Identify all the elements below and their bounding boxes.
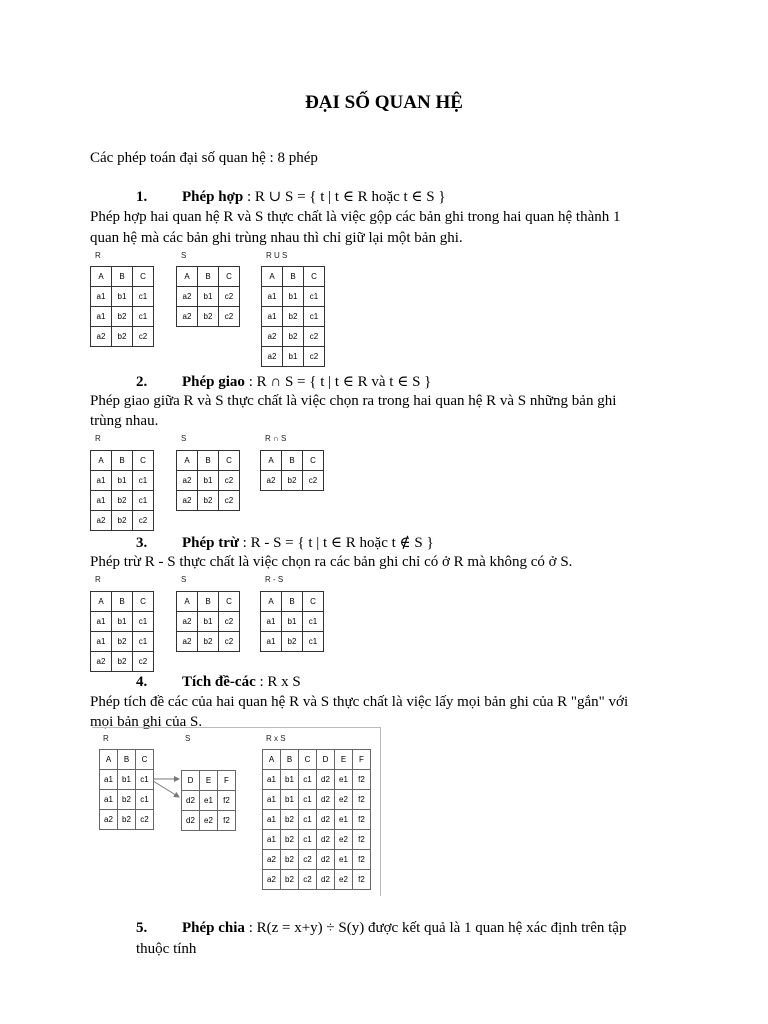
table-cell: a1 — [261, 632, 282, 652]
table-row — [100, 770, 154, 790]
table-header-row — [261, 451, 324, 471]
column-header: A — [261, 451, 282, 471]
table-label: R x S — [266, 734, 286, 743]
table-cell: c1 — [133, 471, 154, 491]
table-cell: a2 — [91, 511, 112, 531]
section-5-heading — [136, 920, 626, 937]
column-header: C — [219, 267, 240, 287]
column-header: B — [282, 451, 303, 471]
table-header-row — [91, 451, 154, 471]
section-2-desc-line: Phép giao giữa R và S thực chất là việc chọn ra trong hai quan hệ R và S những bản ghi — [90, 393, 617, 409]
table-cell: c2 — [303, 471, 324, 491]
relation-table — [260, 591, 324, 652]
table-cell: a2 — [177, 287, 198, 307]
table-row — [263, 870, 371, 890]
table-cell: e1 — [335, 770, 353, 790]
table-header-row — [177, 592, 240, 612]
section-3-desc-line: Phép trừ R - S thực chất là việc chọn ra các bản ghi chỉ có ở R mà không có ở S. — [90, 554, 573, 570]
table-cell: b1 — [198, 471, 219, 491]
table-cell: c1 — [133, 307, 154, 327]
table-cell: b2 — [281, 810, 299, 830]
intro-text: Các phép toán đại số quan hệ : 8 phép — [90, 150, 318, 166]
table-cell: b2 — [281, 850, 299, 870]
table-cell: c2 — [304, 347, 325, 367]
table-cell: a2 — [177, 632, 198, 652]
table-cell: a1 — [91, 491, 112, 511]
table-cell: b1 — [281, 770, 299, 790]
section-formula: : R ∩ S = { t | t ∈ R và t ∈ S } — [244, 374, 432, 390]
table-cell: f2 — [353, 830, 371, 850]
section-name: Phép giao — [182, 374, 245, 390]
table-cell: a2 — [177, 491, 198, 511]
table-label: R — [103, 734, 109, 743]
table-cell: a1 — [100, 770, 118, 790]
table-row — [91, 612, 154, 632]
table-header-row — [263, 750, 371, 770]
column-header: A — [177, 267, 198, 287]
table-cell: a1 — [100, 790, 118, 810]
table-cell: a2 — [263, 850, 281, 870]
table-cell: c1 — [304, 307, 325, 327]
section-5-desc-line: thuộc tính — [136, 941, 197, 957]
table-cell: a1 — [262, 287, 283, 307]
column-header: C — [299, 750, 317, 770]
table-cell: b1 — [281, 790, 299, 810]
table-row — [261, 471, 324, 491]
column-header: F — [353, 750, 371, 770]
section-name: Tích đề-các — [182, 674, 256, 690]
table-cell: f2 — [218, 791, 236, 811]
table-cell: a1 — [91, 287, 112, 307]
column-header: C — [133, 592, 154, 612]
table-row — [91, 327, 154, 347]
column-header: C — [133, 451, 154, 471]
table-cell: e2 — [200, 811, 218, 831]
table-cell: b2 — [283, 307, 304, 327]
table-label: R - S — [265, 575, 284, 584]
column-header: B — [281, 750, 299, 770]
table-cell: b1 — [112, 612, 133, 632]
section-number: 5. — [136, 920, 148, 936]
table-cell: d2 — [317, 830, 335, 850]
section-name: Phép chia — [182, 920, 245, 936]
column-header: D — [182, 771, 200, 791]
relation-table — [176, 450, 240, 511]
table-cell: c2 — [133, 327, 154, 347]
column-header: A — [262, 267, 283, 287]
table-row — [177, 471, 240, 491]
column-header: B — [282, 592, 303, 612]
relation-table — [90, 266, 154, 347]
table-cell: c1 — [133, 287, 154, 307]
column-header: D — [317, 750, 335, 770]
table-cell: c1 — [299, 810, 317, 830]
table-cell: a1 — [91, 307, 112, 327]
table-cell: a2 — [91, 327, 112, 347]
column-header: F — [218, 771, 236, 791]
table-label: R — [95, 434, 101, 443]
table-label: R ∩ S — [265, 434, 287, 443]
table-label: S — [185, 734, 191, 743]
table-cell: b1 — [282, 612, 303, 632]
table-row — [91, 491, 154, 511]
table-cell: c2 — [219, 287, 240, 307]
section-3-heading — [136, 533, 434, 552]
table-header-row — [261, 592, 324, 612]
table-cell: a1 — [263, 830, 281, 850]
table-cell: c1 — [133, 632, 154, 652]
table-cell: c2 — [299, 850, 317, 870]
column-header: C — [133, 267, 154, 287]
table-cell: b1 — [118, 770, 136, 790]
table-cell: a2 — [262, 347, 283, 367]
table-row — [263, 810, 371, 830]
column-header: A — [263, 750, 281, 770]
table-row — [91, 307, 154, 327]
table-cell: c1 — [299, 770, 317, 790]
table-cell: c2 — [219, 307, 240, 327]
table-cell: a1 — [91, 471, 112, 491]
table-cell: c2 — [133, 652, 154, 672]
table-row — [177, 632, 240, 652]
table-cell: b1 — [198, 612, 219, 632]
section-2-heading — [136, 372, 431, 391]
table-cell: e2 — [335, 870, 353, 890]
table-cell: d2 — [182, 791, 200, 811]
table-row — [177, 307, 240, 327]
table-label: R — [95, 575, 101, 584]
table-cell: b2 — [118, 790, 136, 810]
table-row — [263, 790, 371, 810]
table-cell: c1 — [136, 770, 154, 790]
table-cell: b1 — [283, 287, 304, 307]
relation-table — [261, 266, 325, 367]
table-cell: c1 — [133, 612, 154, 632]
section-4-heading — [136, 674, 301, 691]
table-row — [261, 632, 324, 652]
column-header: C — [303, 451, 324, 471]
table-cell: a1 — [91, 632, 112, 652]
table-cell: b2 — [112, 307, 133, 327]
table-cell: a1 — [263, 770, 281, 790]
page-title: ĐẠI SỐ QUAN HỆ — [305, 92, 463, 113]
column-header: B — [198, 451, 219, 471]
table-cell: b2 — [112, 652, 133, 672]
column-header: B — [198, 592, 219, 612]
table-row — [91, 287, 154, 307]
table-cell: b1 — [112, 287, 133, 307]
table-cell: a2 — [91, 652, 112, 672]
table-cell: b2 — [118, 810, 136, 830]
table-cell: c2 — [299, 870, 317, 890]
table-cell: c2 — [219, 491, 240, 511]
table-cell: d2 — [317, 810, 335, 830]
table-row — [182, 811, 236, 831]
section-formula: : R - S = { t | t ∈ R hoặc t ∉ S } — [238, 535, 434, 551]
section-name: Phép trừ — [182, 535, 239, 551]
table-cell: c2 — [219, 471, 240, 491]
table-row — [262, 347, 325, 367]
table-row — [91, 471, 154, 491]
section-4-desc-line: Phép tích đề các của hai quan hệ R và S thực chất là việc lấy mọi bản ghi của R "gắn" với — [90, 694, 629, 710]
table-cell: c1 — [299, 830, 317, 850]
table-row — [263, 850, 371, 870]
table-cell: d2 — [317, 850, 335, 870]
table-cell: b1 — [198, 287, 219, 307]
table-row — [91, 511, 154, 531]
section-formula: : R x S — [255, 674, 301, 690]
table-row — [262, 287, 325, 307]
section-1-desc-line: quan hệ mà các bản ghi trùng nhau thì chỉ giữ lại một bản ghi. — [90, 230, 463, 246]
table-header-row — [177, 267, 240, 287]
table-cell: b2 — [281, 870, 299, 890]
table-row — [177, 491, 240, 511]
column-header: B — [118, 750, 136, 770]
table-cell: a2 — [177, 471, 198, 491]
table-cell: e1 — [335, 810, 353, 830]
column-header: B — [112, 267, 133, 287]
section-1-desc-line: Phép hợp hai quan hệ R và S thực chất là việc gộp các bản ghi trong hai quan hệ thành 1 — [90, 209, 621, 225]
relation-table — [99, 749, 154, 830]
table-cell: b2 — [112, 327, 133, 347]
table-cell: b1 — [283, 347, 304, 367]
table-cell: a2 — [262, 327, 283, 347]
column-header: A — [100, 750, 118, 770]
table-cell: a1 — [91, 612, 112, 632]
column-header: C — [136, 750, 154, 770]
column-header: A — [91, 267, 112, 287]
table-cell: f2 — [353, 790, 371, 810]
column-header: C — [303, 592, 324, 612]
table-cell: c1 — [303, 612, 324, 632]
table-cell: b2 — [283, 327, 304, 347]
table-cell: b2 — [112, 511, 133, 531]
table-row — [177, 287, 240, 307]
table-row — [263, 830, 371, 850]
table-row — [91, 632, 154, 652]
column-header: A — [91, 592, 112, 612]
table-cell: c2 — [219, 632, 240, 652]
column-header: B — [198, 267, 219, 287]
table-row — [263, 770, 371, 790]
table-cell: c1 — [303, 632, 324, 652]
table-cell: d2 — [317, 870, 335, 890]
table-cell: c2 — [133, 511, 154, 531]
column-header: C — [304, 267, 325, 287]
column-header: B — [283, 267, 304, 287]
column-header: E — [200, 771, 218, 791]
table-header-row — [177, 451, 240, 471]
relation-table — [176, 266, 240, 327]
table-cell: e1 — [200, 791, 218, 811]
table-cell: e2 — [335, 790, 353, 810]
table-row — [261, 612, 324, 632]
column-header: E — [335, 750, 353, 770]
table-cell: f2 — [353, 770, 371, 790]
section-number: 2. — [136, 374, 148, 390]
section-formula: : R ∪ S = { t | t ∈ R hoặc t ∈ S } — [243, 189, 446, 205]
section-4-desc-line: mọi bản ghi của S. — [90, 714, 203, 730]
table-label: S — [181, 434, 187, 443]
table-cell: e2 — [335, 830, 353, 850]
column-header: B — [112, 592, 133, 612]
section-1-heading — [136, 187, 446, 206]
table-cell: a2 — [100, 810, 118, 830]
table-cell: b2 — [282, 471, 303, 491]
table-cell: b2 — [112, 632, 133, 652]
table-row — [177, 612, 240, 632]
table-cell: a1 — [262, 307, 283, 327]
table-cell: c2 — [219, 612, 240, 632]
table-cell: a1 — [261, 612, 282, 632]
table-cell: d2 — [317, 790, 335, 810]
table-cell: a2 — [177, 307, 198, 327]
column-header: C — [219, 451, 240, 471]
table-cell: f2 — [353, 850, 371, 870]
table-cell: b2 — [198, 632, 219, 652]
table-header-row — [262, 267, 325, 287]
table-row — [100, 810, 154, 830]
column-header: B — [112, 451, 133, 471]
table-row — [262, 307, 325, 327]
table-cell: f2 — [353, 870, 371, 890]
table-label: S — [181, 575, 187, 584]
table-label: S — [181, 251, 187, 260]
section-formula: : R(z = x+y) ÷ S(y) được kết quả là 1 quan hệ xác định trên tập — [244, 920, 627, 936]
table-header-row — [91, 592, 154, 612]
section-number: 1. — [136, 189, 148, 205]
table-cell: c1 — [304, 287, 325, 307]
relation-table — [90, 450, 154, 531]
table-row — [262, 327, 325, 347]
relation-table — [262, 749, 371, 890]
column-header: C — [219, 592, 240, 612]
table-cell: e1 — [335, 850, 353, 870]
column-header: A — [177, 592, 198, 612]
table-cell: a1 — [263, 790, 281, 810]
table-cell: a1 — [263, 810, 281, 830]
column-header: A — [91, 451, 112, 471]
table-label: R U S — [266, 251, 288, 260]
section-2-desc-line: trùng nhau. — [90, 413, 159, 429]
section-name: Phép hợp — [182, 189, 244, 205]
relation-table — [260, 450, 324, 491]
table-cell: c1 — [133, 491, 154, 511]
table-cell: b1 — [112, 471, 133, 491]
table-header-row — [91, 267, 154, 287]
table-cell: a2 — [263, 870, 281, 890]
table-cell: d2 — [182, 811, 200, 831]
table-cell: a2 — [177, 612, 198, 632]
table-label: R — [95, 251, 101, 260]
table-cell: a2 — [261, 471, 282, 491]
table-cell: b2 — [112, 491, 133, 511]
table-cell: f2 — [218, 811, 236, 831]
table-cell: f2 — [353, 810, 371, 830]
table-cell: b2 — [281, 830, 299, 850]
table-cell: c2 — [136, 810, 154, 830]
table-header-row — [100, 750, 154, 770]
table-cell: b2 — [198, 307, 219, 327]
table-row — [91, 652, 154, 672]
column-header: A — [261, 592, 282, 612]
table-cell: b2 — [282, 632, 303, 652]
relation-table — [90, 591, 154, 672]
column-header: A — [177, 451, 198, 471]
table-row — [100, 790, 154, 810]
table-cell: d2 — [317, 770, 335, 790]
relation-table — [176, 591, 240, 652]
section-number: 4. — [136, 674, 148, 690]
table-cell: c1 — [299, 790, 317, 810]
table-cell: b2 — [198, 491, 219, 511]
arrow-icon — [150, 770, 190, 810]
section-number: 3. — [136, 535, 148, 551]
table-cell: c1 — [136, 790, 154, 810]
table-cell: c2 — [304, 327, 325, 347]
